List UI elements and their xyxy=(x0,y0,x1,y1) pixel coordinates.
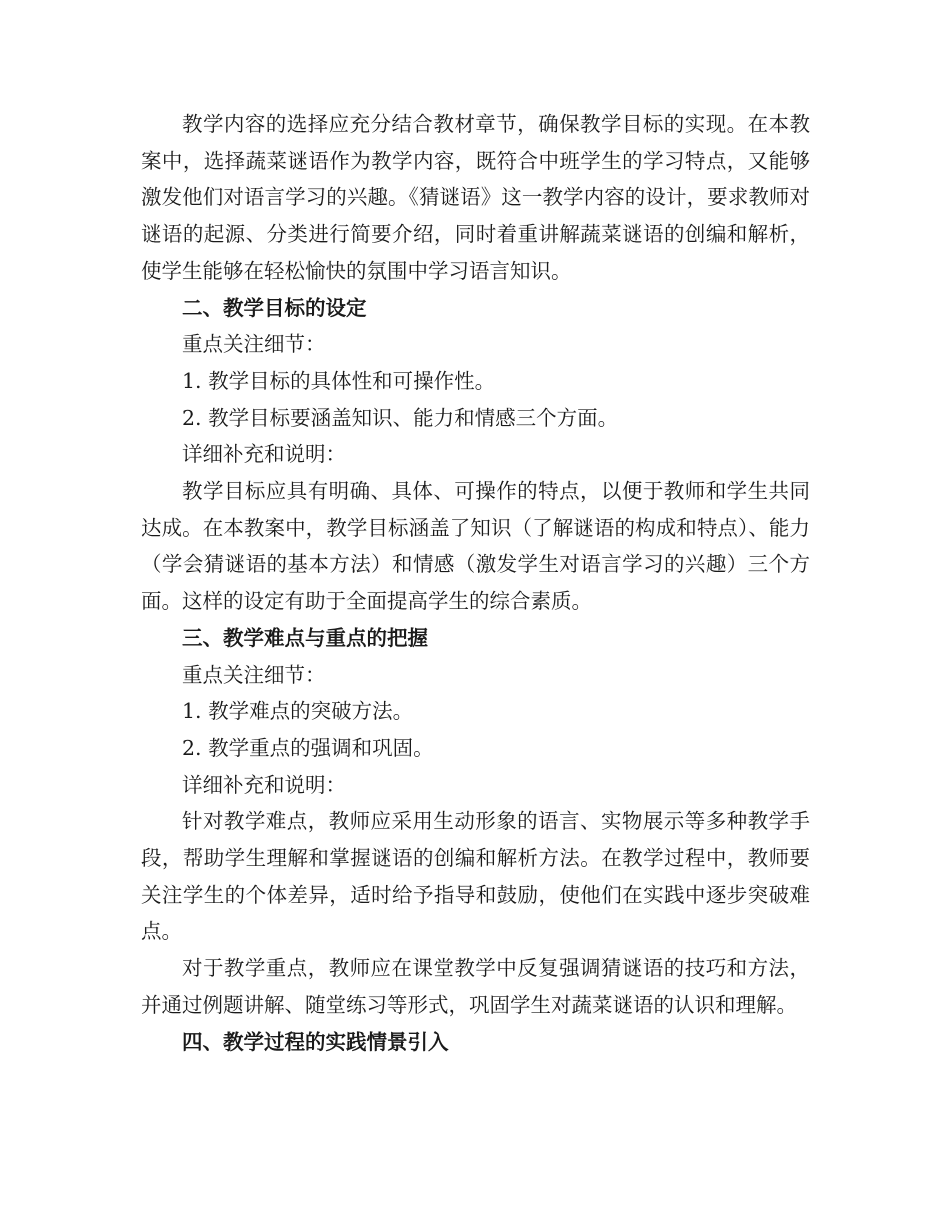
paragraph-teaching-goals: 教学目标应具有明确、具体、可操作的特点，以便于教师和学生共同达成。在本教案中，教学目标涵盖了知识（了解谜语的构成和特点）、能力（学会猜谜语的基本方法）和情感（激发学生对语言学习的兴趣）三个方面。这样的设定有助于全面提高学生的综合素质。 xyxy=(141,479,810,614)
paragraph-content-selection: 教学内容的选择应充分结合教材章节，确保教学目标的实现。在本教案中，选择蔬菜谜语作为教学内容，既符合中班学生的学习特点，又能够激发他们对语言学习的兴趣。《猜谜语》这一教学内容的设计，要求教师对谜语的起源、分类进行简要介绍，同时着重讲解蔬菜谜语的创编和解析，使学生能够在轻松愉快的氛围中学习语言知识。 xyxy=(141,112,810,283)
list-item: 1. 教学目标的具体性和可操作性。 xyxy=(182,368,496,393)
focus-details-label: 重点关注细节： xyxy=(182,662,326,687)
paragraph-key-points: 对于教学重点，教师应在课堂教学中反复强调猜谜语的技巧和方法，并通过例题讲解、随堂练习等形式，巩固学生对蔬菜谜语的认识和理解。 xyxy=(141,956,810,1017)
explanation-label: 详细补充和说明： xyxy=(182,772,346,797)
document-body xyxy=(141,106,810,1060)
paragraph-difficulties: 针对教学难点，教师应采用生动形象的语言、实物展示等多种教学手段，帮助学生理解和掌握谜语的创编和解析方法。在教学过程中，教师要关注学生的个体差异，适时给予指导和鼓励，使他们在实践中逐步突破难点。 xyxy=(141,809,810,944)
list-item: 2. 教学目标要涵盖知识、能力和情感三个方面。 xyxy=(182,405,619,430)
section-heading-3: 三、教学难点与重点的把握 xyxy=(182,625,428,650)
section-heading-2: 二、教学目标的设定 xyxy=(182,295,367,320)
section-heading-4: 四、教学过程的实践情景引入 xyxy=(182,1029,449,1054)
list-item: 2. 教学重点的强调和巩固。 xyxy=(182,735,434,760)
focus-details-label: 重点关注细节： xyxy=(182,332,326,357)
list-item: 1. 教学难点的突破方法。 xyxy=(182,699,414,724)
explanation-label: 详细补充和说明： xyxy=(182,442,346,467)
